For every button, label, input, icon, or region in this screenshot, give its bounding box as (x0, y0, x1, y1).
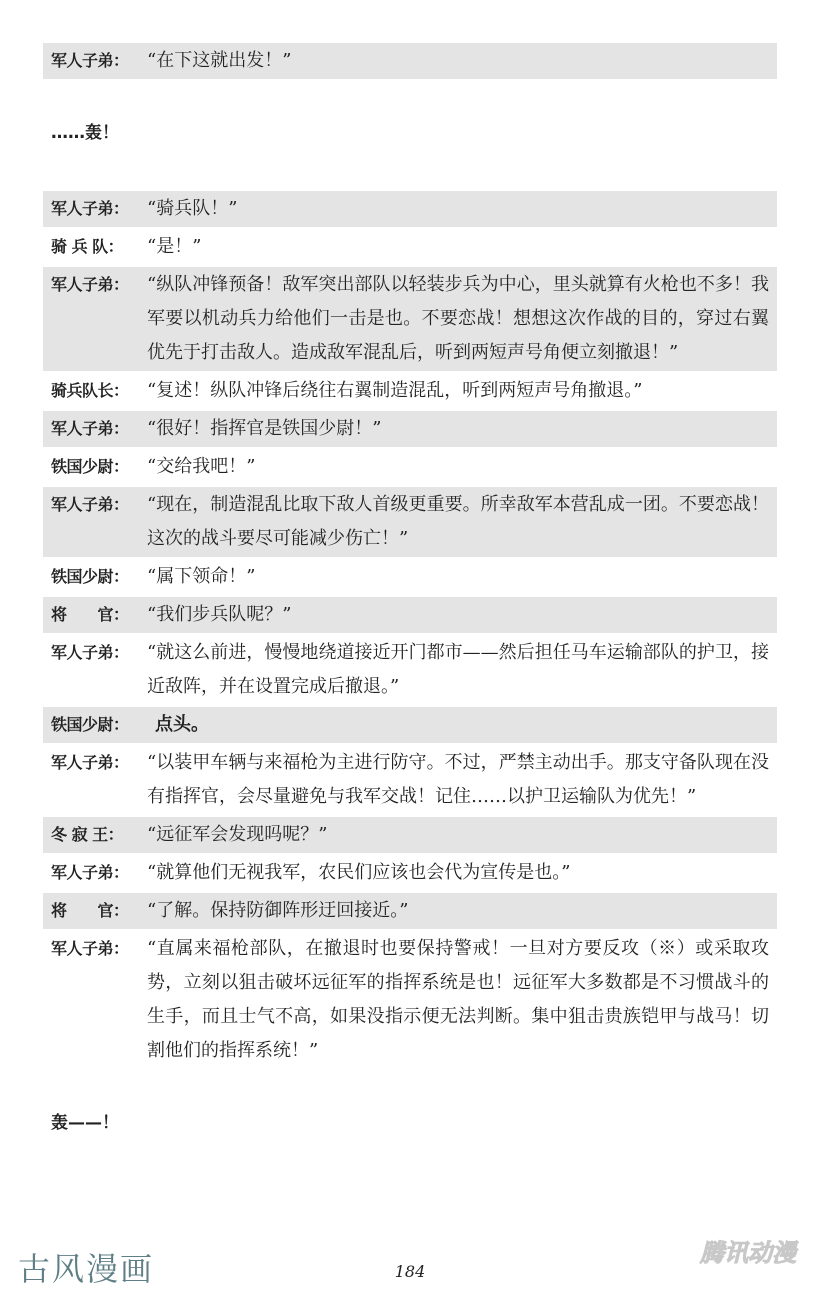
dialogue-line (43, 559, 777, 595)
speaker: 军人子弟： (51, 419, 129, 438)
speaker: 铁国少尉： (51, 715, 129, 734)
line-text: “直属来福枪部队，在撤退时也要保持警戒！一旦对方要反攻（※）或采取攻势，立刻以狙击破坏远征军的指挥系统是也！远征军大多数都是不习惯战斗的生手，而且士气不高，如果没指示便无法判断。集中狙击贵族铠甲与战马！切割他们的指挥系统！” (147, 938, 769, 1061)
page-number: 184 (394, 1262, 426, 1281)
speaker: 军人子弟： (51, 863, 129, 882)
watermark-logo-right: 腾讯动漫 (700, 1239, 796, 1267)
line-text: “复述！纵队冲锋后绕往右翼制造混乱，听到两短声号角撤退。” (147, 380, 643, 401)
speaker: 冬 寂 王： (51, 825, 124, 844)
speaker: 将 官： (51, 605, 129, 624)
speaker: 铁国少尉： (51, 457, 129, 476)
line-text: “很好！指挥官是铁国少尉！” (147, 418, 382, 439)
line-text: “我们步兵队呢？” (147, 604, 292, 625)
speaker: 将 官： (51, 901, 129, 920)
speaker: 军人子弟： (51, 753, 129, 772)
speaker: 铁国少尉： (51, 567, 129, 586)
watermark-logo-left: 古风漫画 (18, 1250, 155, 1288)
line-text: “就算他们无视我军，农民们应该也会代为宣传是也。” (147, 862, 571, 883)
speaker: 军人子弟： (51, 643, 129, 662)
line-text: “现在，制造混乱比取下敌人首级更重要。所幸敌军本营乱成一团。不要恋战！这次的战斗要尽可能减少伤亡！” (147, 494, 769, 549)
dialogue-line (43, 855, 777, 891)
dialogue-line (43, 43, 777, 79)
dialogue-line (43, 893, 777, 929)
line-text: “属下领命！” (147, 566, 256, 587)
dialogue-line (43, 267, 777, 371)
dialogue-line (43, 411, 777, 447)
speaker: 军人子弟： (51, 939, 129, 958)
dialogue-page (43, 43, 777, 1136)
dialogue-line (43, 487, 777, 557)
line-text: “骑兵队！” (147, 198, 238, 219)
dialogue-line (43, 229, 777, 265)
speaker: 军人子弟： (51, 275, 129, 294)
speaker: 军人子弟： (51, 495, 129, 514)
speaker: 骑兵队长： (51, 381, 129, 400)
sound-effect: 轰——！ (51, 1113, 119, 1133)
sound-effect: ……轰！ (51, 123, 119, 143)
dialogue-line (43, 817, 777, 853)
line-text: “以装甲车辆与来福枪为主进行防守。不过，严禁主动出手。那支守备队现在没有指挥官，会尽量避免与我军交战！记住……以护卫运输队为优先！” (147, 752, 769, 807)
dialogue-line (43, 191, 777, 227)
line-text: “是！” (147, 236, 202, 257)
speaker: 军人子弟： (51, 51, 129, 70)
dialogue-line (43, 931, 777, 1069)
line-text: “就这么前进，慢慢地绕道接近开门都市——然后担任马车运输部队的护卫，接近敌阵，并在设置完成后撤退。” (147, 642, 769, 697)
speaker: 骑 兵 队： (51, 237, 124, 256)
line-text: “纵队冲锋预备！敌军突出部队以轻装步兵为中心，里头就算有火枪也不多！我军要以机动兵力给他们一击是也。不要恋战！想想这次作战的目的，穿过右翼优先于打击敌人。造成敌军混乱后，听到两短声号角便立刻撤退！” (147, 274, 769, 363)
dialogue-line (43, 745, 777, 815)
dialogue-line (43, 449, 777, 485)
dialogue-line (43, 597, 777, 633)
line-text: “了解。保持防御阵形迂回接近。” (147, 900, 409, 921)
dialogue-line (43, 635, 777, 705)
line-text: “交给我吧！” (147, 456, 256, 477)
action-text: 点头。 (155, 714, 209, 735)
line-text: “远征军会发现吗呢？” (147, 824, 328, 845)
line-text: “在下这就出发！” (147, 50, 292, 71)
speaker: 军人子弟： (51, 199, 129, 218)
dialogue-line (43, 373, 777, 409)
dialogue-line (43, 707, 777, 743)
